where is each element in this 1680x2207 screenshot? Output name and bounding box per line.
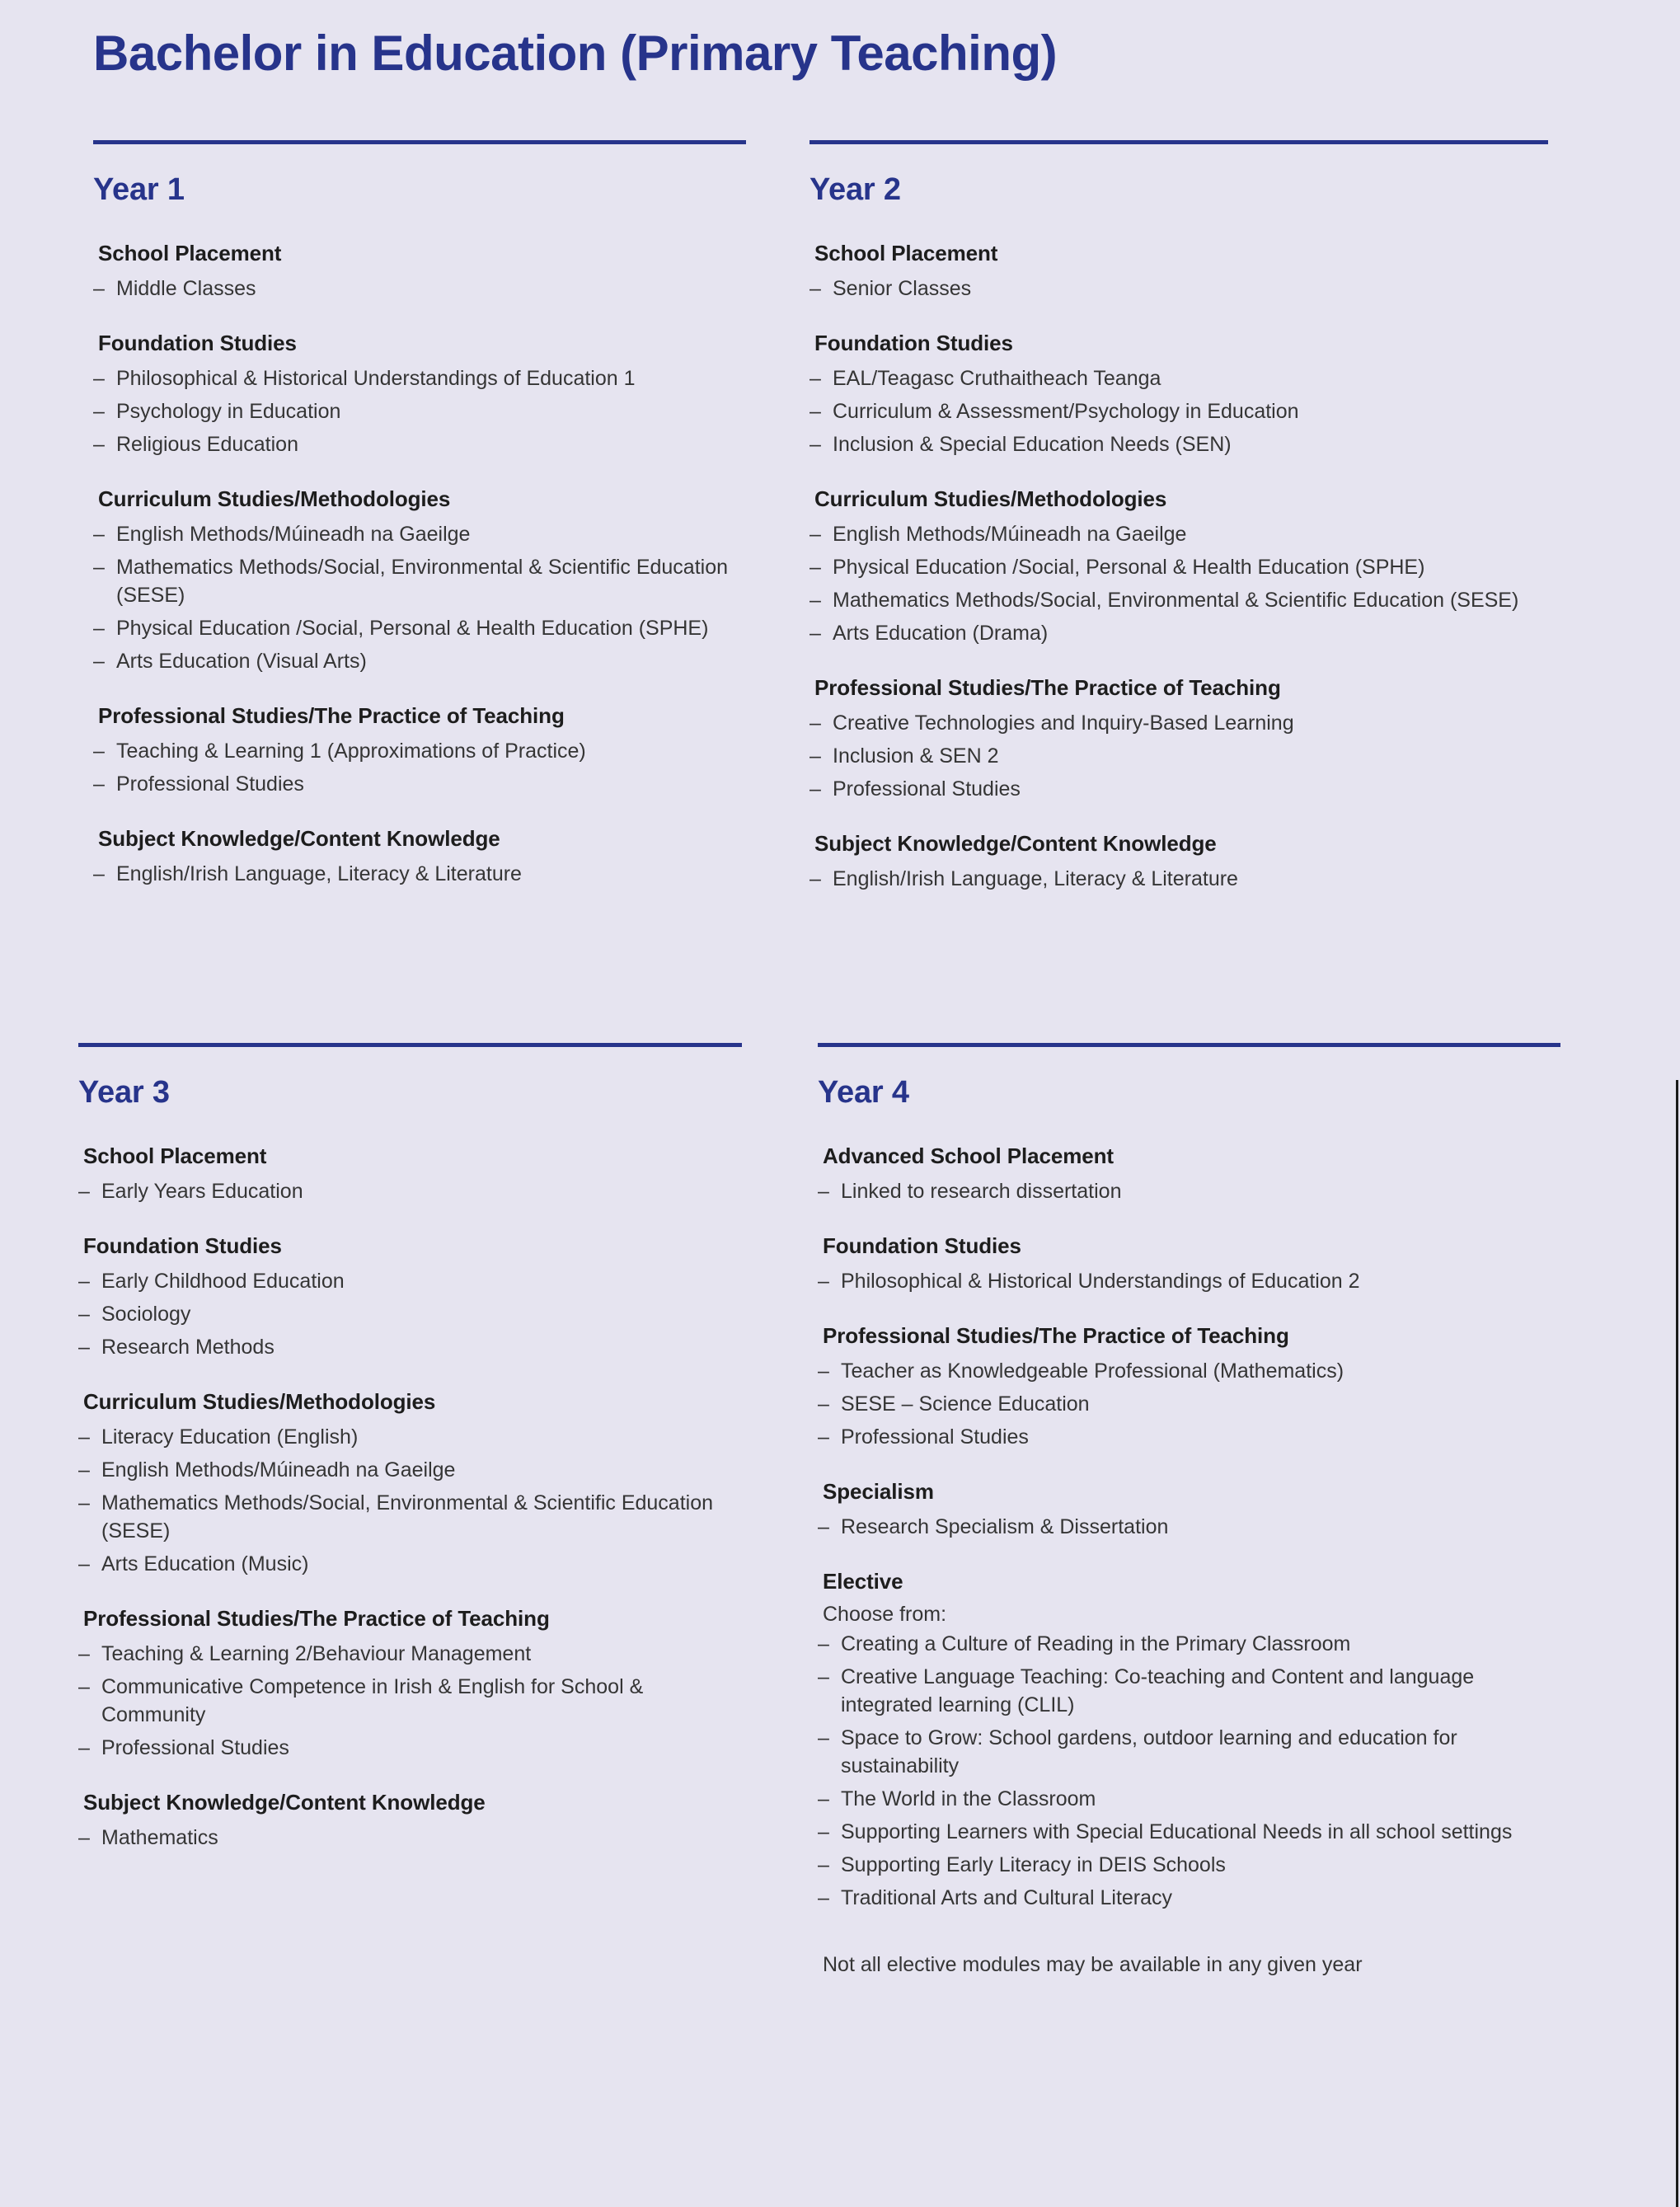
module-label: EAL/Teagasc Cruthaitheach Teanga: [833, 367, 1161, 390]
module-section: [93, 486, 746, 675]
module-section: [809, 331, 1548, 458]
section-title: Specialism: [823, 1479, 934, 1504]
module-list-item: [809, 865, 1548, 893]
bullet-dash-icon: –: [78, 1552, 90, 1575]
module-list-item: [93, 430, 746, 458]
module-list-item: [809, 520, 1548, 548]
module-list-item: [809, 275, 1548, 303]
bullet-dash-icon: –: [818, 1392, 829, 1416]
module-list: [93, 275, 746, 303]
module-label: Religious Education: [116, 433, 298, 456]
module-list: [78, 1177, 742, 1205]
bullet-dash-icon: –: [93, 556, 105, 579]
year-grid-row-bottom: [0, 931, 1680, 1977]
module-list: [818, 1267, 1560, 1295]
module-label: Arts Education (Visual Arts): [116, 650, 367, 673]
module-list-item: [809, 364, 1548, 392]
section-title: School Placement: [814, 241, 998, 265]
year-heading-4: Year 4: [818, 1075, 909, 1110]
module-list-item: [818, 1851, 1560, 1879]
module-label: Early Years Education: [101, 1180, 303, 1203]
section-title: Advanced School Placement: [823, 1143, 1114, 1168]
module-list: [809, 865, 1548, 893]
bullet-dash-icon: –: [809, 867, 821, 890]
module-section: [809, 241, 1548, 303]
module-label: Inclusion & SEN 2: [833, 744, 999, 768]
bullet-dash-icon: –: [818, 1886, 829, 1909]
bullet-dash-icon: –: [78, 1270, 90, 1293]
module-list-item: [78, 1456, 742, 1484]
module-label: Physical Education /Social, Personal & Health Education (SPHE): [833, 556, 1425, 579]
module-label: Philosophical & Historical Understandings of Education 1: [116, 367, 636, 390]
module-section: [93, 826, 746, 888]
module-label: Early Childhood Education: [101, 1270, 345, 1293]
year-sections-1: [93, 241, 746, 888]
bullet-dash-icon: –: [78, 1736, 90, 1759]
module-label: Professional Studies: [116, 772, 304, 796]
module-list: [93, 737, 746, 798]
bullet-dash-icon: –: [78, 1458, 90, 1482]
module-list: [809, 520, 1548, 647]
module-list-item: [809, 742, 1548, 770]
module-label: The World in the Classroom: [841, 1787, 1096, 1810]
module-section: [809, 831, 1548, 893]
module-label: Inclusion & Special Education Needs (SEN): [833, 433, 1232, 456]
module-label: Arts Education (Music): [101, 1552, 309, 1575]
module-label: Creating a Culture of Reading in the Primary Classroom: [841, 1632, 1351, 1655]
module-label: Teaching & Learning 2/Behaviour Management: [101, 1642, 532, 1665]
bullet-dash-icon: –: [809, 556, 821, 579]
bullet-dash-icon: –: [809, 400, 821, 423]
section-title: Subject Knowledge/Content Knowledge: [98, 826, 500, 851]
module-list-item: [809, 586, 1548, 614]
module-list-item: [93, 737, 746, 765]
year-block-2: [791, 140, 1680, 898]
module-list-item: [78, 1267, 742, 1295]
module-label: Middle Classes: [116, 277, 256, 300]
bullet-dash-icon: –: [818, 1820, 829, 1843]
module-list: [809, 364, 1548, 458]
module-label: Philosophical & Historical Understandings of Education 2: [841, 1270, 1360, 1293]
section-title: Foundation Studies: [98, 331, 297, 355]
page-edge-rule: [1676, 1080, 1678, 2207]
bullet-dash-icon: –: [818, 1515, 829, 1538]
bullet-dash-icon: –: [818, 1270, 829, 1293]
section-title: Curriculum Studies/Methodologies: [98, 486, 451, 511]
module-label: Psychology in Education: [116, 400, 341, 423]
bullet-dash-icon: –: [818, 1180, 829, 1203]
year-block-1: [0, 140, 791, 893]
module-list-item: [93, 364, 746, 392]
bullet-dash-icon: –: [78, 1826, 90, 1849]
module-list-item: [78, 1640, 742, 1668]
module-list-item: [78, 1333, 742, 1361]
module-list-item: [809, 619, 1548, 647]
module-label: Teaching & Learning 1 (Approximations of Practice): [116, 740, 586, 763]
module-list-item: [78, 1550, 742, 1578]
section-title: Foundation Studies: [814, 331, 1013, 355]
module-label: Mathematics: [101, 1826, 218, 1849]
module-label: Linked to research dissertation: [841, 1180, 1122, 1203]
bullet-dash-icon: –: [93, 772, 105, 796]
module-list-item: [818, 1423, 1560, 1451]
module-label: Research Methods: [101, 1336, 275, 1359]
module-label: Professional Studies: [841, 1425, 1029, 1449]
module-section: [78, 1389, 742, 1578]
module-list-item: [93, 520, 746, 548]
module-label: Traditional Arts and Cultural Literacy: [841, 1886, 1173, 1909]
bullet-dash-icon: –: [818, 1425, 829, 1449]
bullet-dash-icon: –: [818, 1853, 829, 1876]
bullet-dash-icon: –: [93, 650, 105, 673]
module-list: [78, 1267, 742, 1361]
module-label: Senior Classes: [833, 277, 972, 300]
bullet-dash-icon: –: [93, 277, 105, 300]
year-sections-4: [818, 1143, 1560, 1977]
bullet-dash-icon: –: [809, 777, 821, 801]
year-heading-1: Year 1: [93, 172, 185, 207]
bullet-dash-icon: –: [809, 622, 821, 645]
module-list-item: [809, 553, 1548, 581]
module-label: Literacy Education (English): [101, 1425, 359, 1449]
bullet-dash-icon: –: [93, 862, 105, 885]
module-list-item: [818, 1785, 1560, 1813]
year-divider-rule: [93, 140, 746, 144]
module-label: Communicative Competence in Irish & English for School & Community: [101, 1675, 644, 1726]
year-sections-3: [78, 1143, 742, 1852]
section-title: Professional Studies/The Practice of Teaching: [83, 1606, 550, 1631]
module-label: Creative Technologies and Inquiry-Based Learning: [833, 711, 1294, 735]
module-list-item: [809, 709, 1548, 737]
module-list: [809, 709, 1548, 803]
module-list-item: [818, 1663, 1560, 1719]
year-block-4: [791, 1043, 1680, 1977]
section-title: Professional Studies/The Practice of Teaching: [814, 675, 1281, 700]
year-block-3: [0, 1043, 791, 1857]
bullet-dash-icon: –: [93, 433, 105, 456]
bullet-dash-icon: –: [809, 744, 821, 768]
section-title: Subject Knowledge/Content Knowledge: [83, 1790, 486, 1815]
module-list-item: [93, 397, 746, 425]
module-list-item: [78, 1824, 742, 1852]
bullet-dash-icon: –: [93, 523, 105, 546]
module-list-item: [818, 1177, 1560, 1205]
module-section: [93, 331, 746, 458]
module-section: [78, 1790, 742, 1852]
module-label: Sociology: [101, 1303, 191, 1326]
bullet-dash-icon: –: [93, 740, 105, 763]
year-grid-row-top: [0, 140, 1680, 931]
year-divider-rule: [78, 1043, 742, 1047]
module-list-item: [809, 430, 1548, 458]
year-heading-2: Year 2: [809, 172, 901, 207]
module-section: [818, 1479, 1560, 1541]
bullet-dash-icon: –: [78, 1180, 90, 1203]
bullet-dash-icon: –: [809, 277, 821, 300]
module-list-item: [818, 1267, 1560, 1295]
module-label: Arts Education (Drama): [833, 622, 1049, 645]
module-label: Creative Language Teaching: Co-teaching and Content and language integrated learning (CLIL): [841, 1665, 1475, 1716]
module-label: English Methods/Múineadh na Gaeilge: [101, 1458, 456, 1482]
section-title: Foundation Studies: [823, 1233, 1021, 1258]
module-list-item: [818, 1390, 1560, 1418]
module-list: [809, 275, 1548, 303]
module-list: [818, 1630, 1560, 1912]
bullet-dash-icon: –: [818, 1726, 829, 1749]
bullet-dash-icon: –: [78, 1491, 90, 1514]
bullet-dash-icon: –: [809, 523, 821, 546]
module-list-item: [93, 647, 746, 675]
module-label: Mathematics Methods/Social, Environmental & Scientific Education (SESE): [833, 589, 1519, 612]
bullet-dash-icon: –: [93, 617, 105, 640]
module-list-item: [93, 275, 746, 303]
module-section: [818, 1323, 1560, 1451]
bullet-dash-icon: –: [78, 1642, 90, 1665]
module-section: [809, 675, 1548, 803]
module-label: Physical Education /Social, Personal & Health Education (SPHE): [116, 617, 709, 640]
module-label: Research Specialism & Dissertation: [841, 1515, 1169, 1538]
module-list: [78, 1423, 742, 1578]
module-label: Professional Studies: [101, 1736, 289, 1759]
bullet-dash-icon: –: [818, 1359, 829, 1383]
section-title: Elective: [823, 1569, 903, 1594]
bullet-dash-icon: –: [78, 1336, 90, 1359]
module-list: [78, 1824, 742, 1852]
module-label: English/Irish Language, Literacy & Literature: [833, 867, 1238, 890]
module-label: Mathematics Methods/Social, Environmental & Scientific Education (SESE): [116, 556, 729, 607]
module-list-item: [818, 1818, 1560, 1846]
bullet-dash-icon: –: [809, 367, 821, 390]
module-list: [818, 1177, 1560, 1205]
section-title: Curriculum Studies/Methodologies: [83, 1389, 436, 1414]
module-label: Supporting Early Literacy in DEIS Schools: [841, 1853, 1226, 1876]
section-title: Foundation Studies: [83, 1233, 282, 1258]
module-list: [818, 1513, 1560, 1541]
bullet-dash-icon: –: [78, 1303, 90, 1326]
module-list-item: [93, 860, 746, 888]
module-list-item: [818, 1884, 1560, 1912]
module-label: Space to Grow: School gardens, outdoor learning and education for sustainability: [841, 1726, 1457, 1777]
module-list: [93, 860, 746, 888]
module-label: Curriculum & Assessment/Psychology in Education: [833, 400, 1299, 423]
module-list-item: [818, 1630, 1560, 1658]
bullet-dash-icon: –: [818, 1665, 829, 1688]
module-section: [818, 1569, 1560, 1912]
module-label: SESE – Science Education: [841, 1392, 1090, 1416]
year-divider-rule: [818, 1043, 1560, 1047]
module-list-item: [818, 1357, 1560, 1385]
module-list-item: [78, 1300, 742, 1328]
module-list-item: [809, 397, 1548, 425]
bullet-dash-icon: –: [809, 711, 821, 735]
module-label: English Methods/Múineadh na Gaeilge: [833, 523, 1187, 546]
module-label: Supporting Learners with Special Educational Needs in all school settings: [841, 1820, 1513, 1843]
module-label: Mathematics Methods/Social, Environmental & Scientific Education (SESE): [101, 1491, 714, 1543]
module-list-item: [78, 1423, 742, 1451]
module-list-item: [78, 1673, 742, 1729]
bullet-dash-icon: –: [818, 1632, 829, 1655]
section-title: Professional Studies/The Practice of Teaching: [98, 703, 565, 728]
section-title: School Placement: [83, 1143, 267, 1168]
module-section: [818, 1143, 1560, 1205]
section-title: Professional Studies/The Practice of Teaching: [823, 1323, 1289, 1348]
section-title: Subject Knowledge/Content Knowledge: [814, 831, 1217, 856]
module-list-item: [93, 553, 746, 609]
module-list-item: [818, 1724, 1560, 1780]
module-section: [78, 1233, 742, 1361]
module-list-item: [809, 775, 1548, 803]
bullet-dash-icon: –: [78, 1425, 90, 1449]
elective-footnote: Not all elective modules may be available in any given year: [823, 1953, 1363, 1976]
bullet-dash-icon: –: [93, 400, 105, 423]
bullet-dash-icon: –: [809, 433, 821, 456]
module-label: Professional Studies: [833, 777, 1021, 801]
section-title: School Placement: [98, 241, 282, 265]
bullet-dash-icon: –: [93, 367, 105, 390]
module-section: [78, 1143, 742, 1205]
page-title: Bachelor in Education (Primary Teaching): [93, 26, 1058, 81]
module-section: [818, 1233, 1560, 1295]
module-list-item: [93, 614, 746, 642]
module-section: [93, 241, 746, 303]
module-label: English Methods/Múineadh na Gaeilge: [116, 523, 471, 546]
module-list: [93, 520, 746, 675]
module-list-item: [93, 770, 746, 798]
year-divider-rule: [809, 140, 1548, 144]
section-title: Curriculum Studies/Methodologies: [814, 486, 1167, 511]
module-list-item: [78, 1177, 742, 1205]
module-list: [818, 1357, 1560, 1451]
module-list: [93, 364, 746, 458]
bullet-dash-icon: –: [818, 1787, 829, 1810]
year-heading-3: Year 3: [78, 1075, 170, 1110]
module-section: [78, 1606, 742, 1762]
section-note: Choose from:: [823, 1603, 947, 1626]
module-list-item: [78, 1734, 742, 1762]
module-list: [78, 1640, 742, 1762]
bullet-dash-icon: –: [809, 589, 821, 612]
module-section: [809, 486, 1548, 647]
module-label: English/Irish Language, Literacy & Literature: [116, 862, 522, 885]
module-list-item: [78, 1489, 742, 1545]
module-label: Teacher as Knowledgeable Professional (Mathematics): [841, 1359, 1344, 1383]
year-grid: [0, 140, 1680, 1977]
module-section: [93, 703, 746, 798]
year-sections-2: [809, 241, 1548, 893]
module-list-item: [818, 1513, 1560, 1541]
bullet-dash-icon: –: [78, 1675, 90, 1698]
